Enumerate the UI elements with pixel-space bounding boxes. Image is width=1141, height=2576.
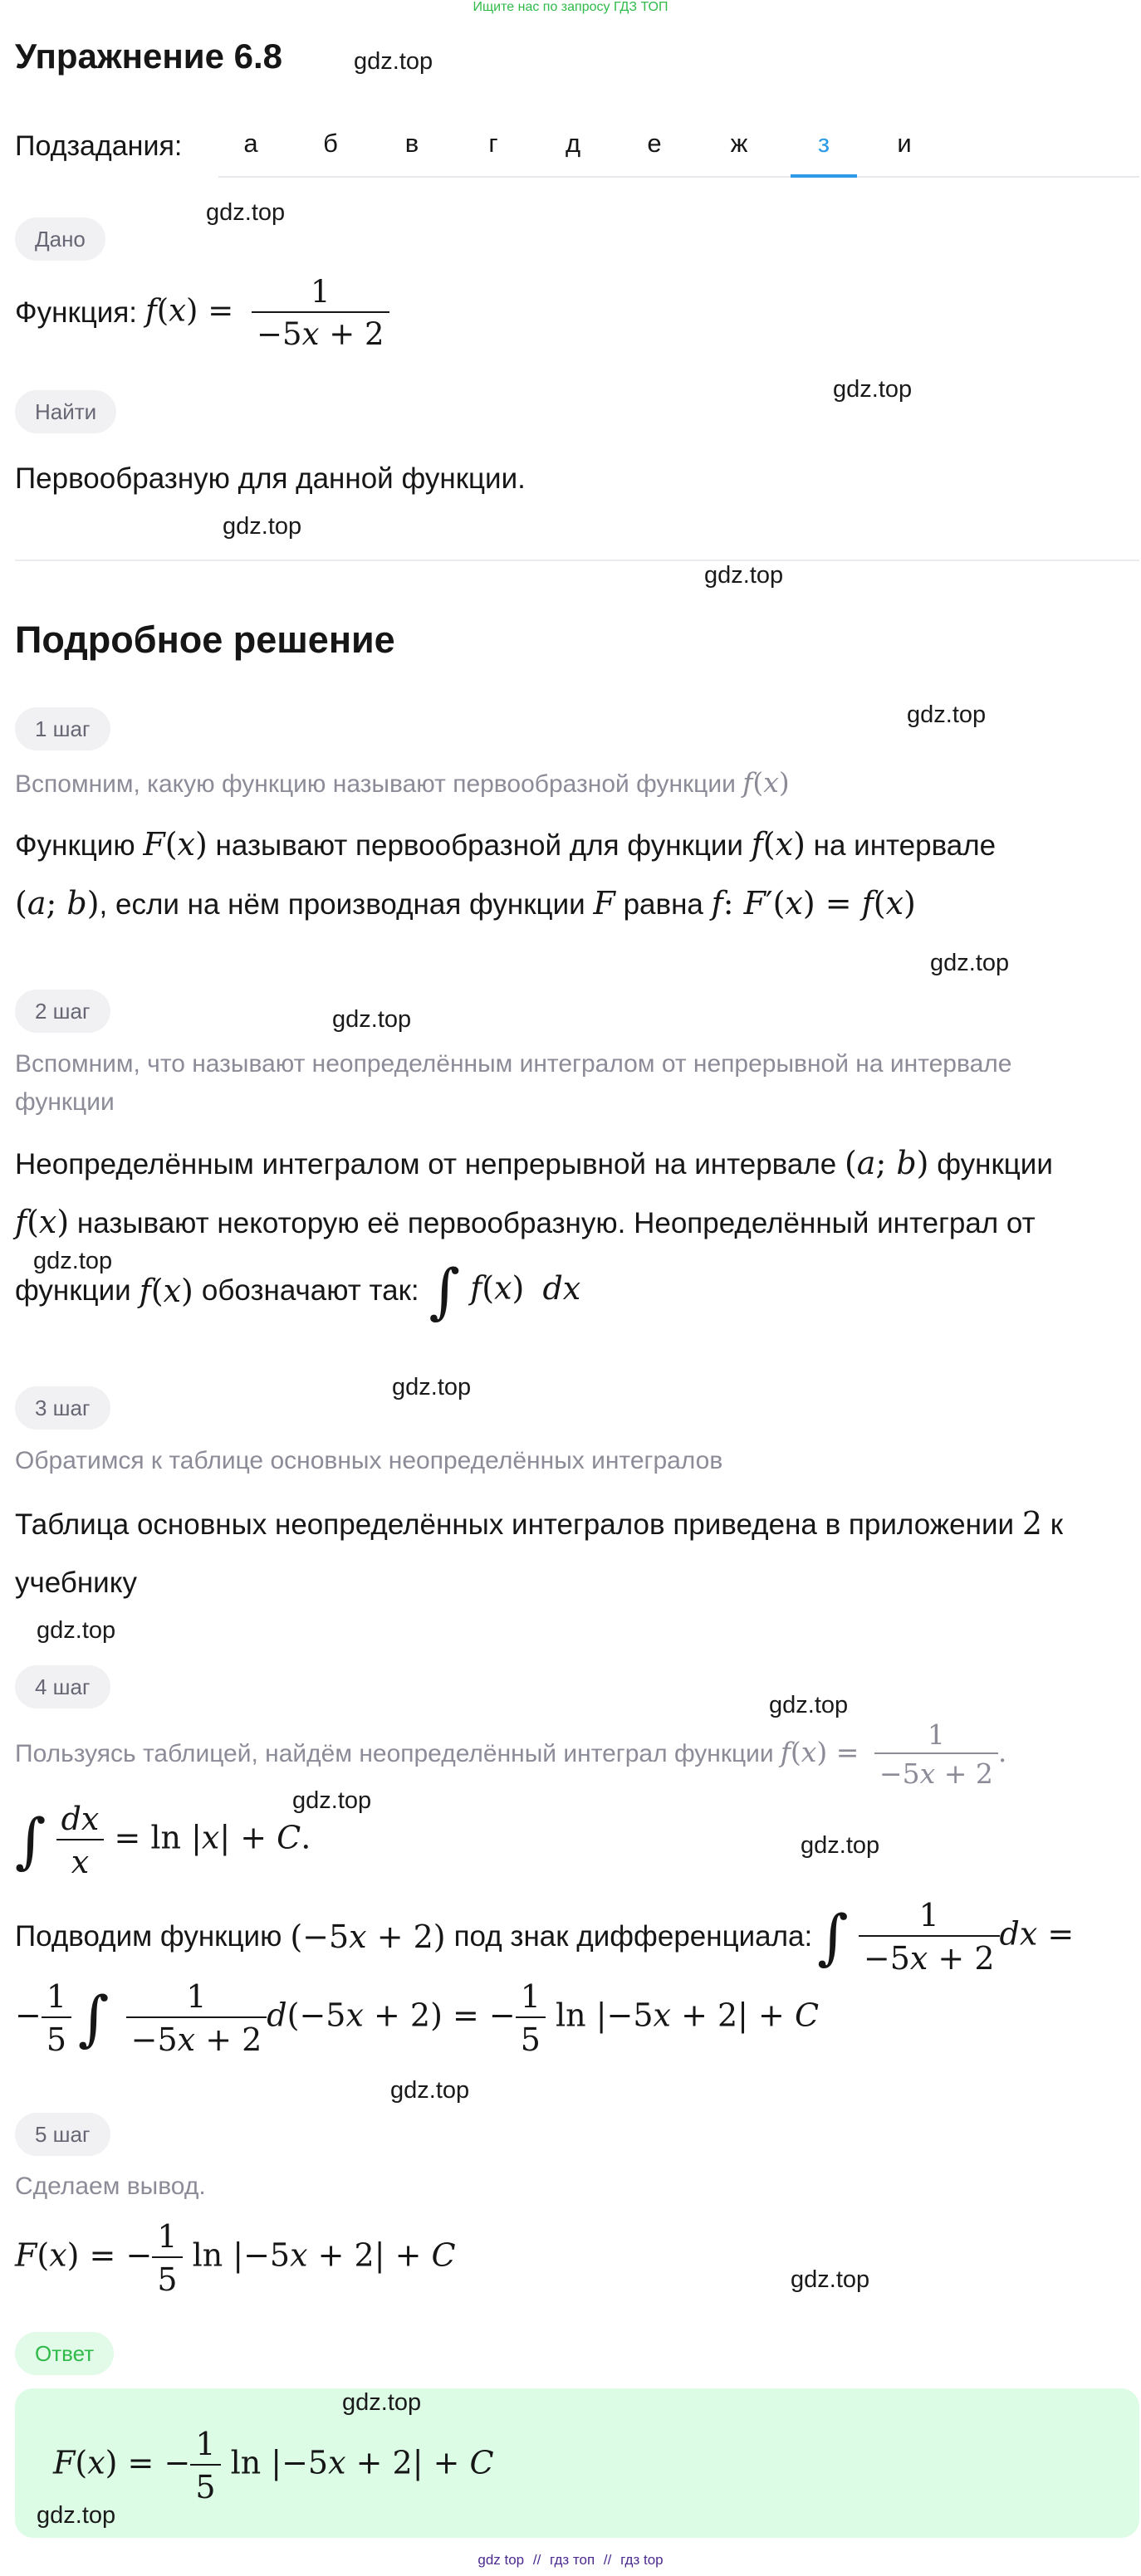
solution-title: Подробное решение: [15, 618, 395, 661]
given-badge: Дано: [15, 218, 105, 261]
step5-badge: 5 шаг: [15, 2113, 110, 2156]
tabs-divider: [218, 176, 1139, 178]
tab-e[interactable]: е: [647, 129, 662, 158]
step2-line2: f(x) называют некоторую её первообразную. Неопределённый интеграл от: [15, 1204, 1036, 1240]
watermark: gdz.top: [769, 1692, 849, 1718]
given-function: [15, 267, 389, 359]
step1-hint: Вспомним, какую функцию называют первообразной функции f(x): [15, 766, 790, 799]
tab-d[interactable]: д: [565, 129, 581, 158]
step1-badge: 1 шаг: [15, 707, 110, 750]
watermark: gdz.top: [930, 950, 1010, 976]
watermark: gdz.top: [342, 2389, 422, 2416]
step4-table-integral: ∫ $\frac{dx}{x}$ = ln |x| + C.: [15, 1801, 311, 1880]
footer-link[interactable]: gdz top: [477, 2552, 525, 2568]
watermark: gdz.top: [37, 2502, 116, 2529]
answer-badge: Ответ: [15, 2332, 114, 2375]
tab-a[interactable]: а: [243, 129, 258, 158]
watermark: gdz.top: [704, 562, 784, 589]
step2-badge: 2 шаг: [15, 990, 110, 1033]
step3-badge: 3 шаг: [15, 1386, 110, 1430]
subtasks-label: Подзадания:: [15, 130, 183, 162]
watermark: gdz.top: [907, 701, 987, 728]
active-tab-indicator: [791, 174, 857, 178]
watermark: gdz.top: [833, 376, 913, 403]
step1-line2: (a; b), если на нём производная функции F равна f: F′(x) = f(x): [15, 885, 916, 921]
watermark: gdz.top: [292, 1787, 372, 1814]
watermark: gdz.top: [801, 1832, 880, 1859]
find-badge: Найти: [15, 390, 116, 433]
step2-hint-line2: функции: [15, 1088, 115, 1116]
step5-formula: F(x) = − $\frac{1}{5}$ ln |−5x + 2| + C: [15, 2218, 456, 2298]
given-prefix: Функция:: [15, 296, 138, 329]
step3-line1: Таблица основных неопределённых интегралов приведена в приложении 2 к: [15, 1505, 1064, 1542]
watermark: gdz.top: [791, 2266, 870, 2293]
top-banner[interactable]: Ищите нас по запросу ГДЗ ТОП: [473, 0, 668, 14]
watermark: gdz.top: [223, 513, 302, 540]
watermark: gdz.top: [392, 1374, 472, 1400]
tab-b[interactable]: б: [323, 129, 338, 158]
footer-link[interactable]: гдз топ: [550, 2552, 595, 2568]
step3-line2: учебнику: [15, 1567, 137, 1599]
watermark: gdz.top: [332, 1006, 412, 1033]
watermark: gdz.top: [390, 2077, 470, 2104]
tab-v[interactable]: в: [404, 129, 419, 158]
step5-hint: Сделаем вывод.: [15, 2173, 206, 2200]
step2-hint-line1: Вспомним, что называют неопределённым интегралом от непрерывной на интервале: [15, 1050, 1012, 1078]
footer-link[interactable]: гдз top: [620, 2552, 664, 2568]
footer-separator: //: [603, 2552, 612, 2568]
step4-hint: Пользуясь таблицей, найдём неопределённый интеграл функции f(x) = $\frac{1}{-5x + 2}$ .: [15, 1718, 1007, 1790]
watermark: gdz.top: [206, 199, 286, 226]
watermark: gdz.top: [37, 1617, 116, 1644]
step4-badge: 4 шаг: [15, 1665, 110, 1708]
tab-i[interactable]: и: [897, 129, 912, 158]
footer-links: [0, 2552, 1141, 2569]
tab-g[interactable]: г: [488, 129, 498, 158]
given-formula: f(x) = $\frac{1}{-5x + 2}$: [145, 274, 389, 352]
footer-separator: //: [532, 2552, 541, 2568]
tab-z[interactable]: з: [817, 129, 830, 158]
step4-line2: − $\frac{1}{5}$ ∫ $\frac{1}{-5x + 2}$ d(−5x + 2) = − $\frac{1}{5}$ ln |−5x + 2| + C: [15, 1978, 820, 2058]
step3-hint: Обратимся к таблице основных неопределённых интегралов: [15, 1447, 723, 1474]
step1-line1: Функцию F(x) называют первообразной для функции f(x) на интервале: [15, 826, 997, 863]
step2-line1: Неопределённым интегралом от непрерывной на интервале (a; b) функции: [15, 1145, 1053, 1181]
watermark: gdz.top: [354, 48, 433, 75]
section-divider: [15, 560, 1139, 561]
watermark: gdz.top: [33, 1248, 113, 1274]
page-title: Упражнение 6.8: [15, 37, 283, 76]
find-text: Первообразную для данной функции.: [15, 462, 526, 495]
step2-line3: функции f(x) обозначают так: ∫ f(x) dx: [15, 1256, 581, 1326]
answer-formula: F(x) = − $\frac{1}{5}$ ln |−5x + 2| + C: [53, 2426, 494, 2505]
tab-zh[interactable]: ж: [730, 129, 748, 158]
step4-line1: Подводим функцию (−5x + 2) под знак дифференциала: ∫ $\frac{1}{-5x + 2}$ dx =: [15, 1897, 1075, 1977]
